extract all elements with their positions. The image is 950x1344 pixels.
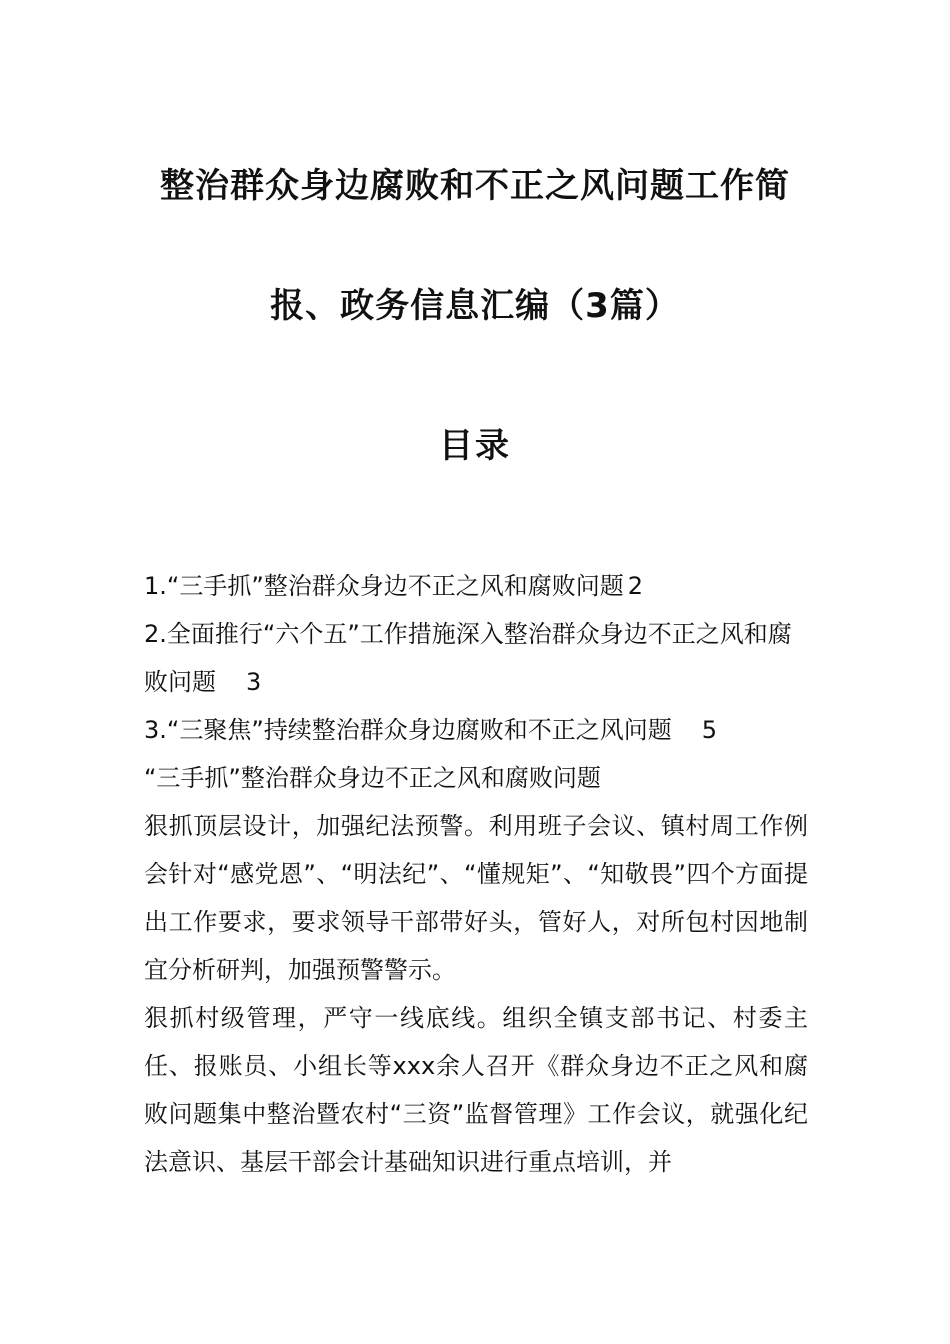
toc-item-text: 3.“三聚焦”持续整治群众身边腐败和不正之风问题 bbox=[144, 716, 672, 744]
document-body bbox=[144, 562, 808, 1186]
section-heading: “三手抓”整治群众身边不正之风和腐败问题 bbox=[144, 764, 601, 792]
toc-item-page: 3 bbox=[246, 668, 262, 696]
document-title-line-1: 整治群众身边腐败和不正之风问题工作简 bbox=[160, 166, 790, 206]
toc-item-text: 1.“三手抓”整治群众身边不正之风和腐败问题 bbox=[144, 572, 624, 600]
toc-item-page: 5 bbox=[701, 716, 718, 744]
toc-item-2[interactable] bbox=[144, 610, 808, 706]
toc-heading: 目录 bbox=[439, 426, 511, 466]
document-title-line-2: 报、政务信息汇编（3篇） bbox=[270, 286, 680, 326]
toc-item-3[interactable] bbox=[144, 706, 808, 754]
toc-item-1[interactable] bbox=[144, 562, 808, 610]
paragraph-1: 狠抓顶层设计，加强纪法预警。利用班子会议、镇村周工作例会针对“感党恩”、“明法纪”、“懂规矩”、“知敬畏”四个方面提出工作要求，要求领导干部带好头，管好人，对所包村因地制宜分析研判，加强预警警示。 bbox=[144, 812, 808, 984]
paragraph-2: 狠抓村级管理，严守一线底线。组织全镇支部书记、村委主任、报账员、小组长等xxx余人召开《群众身边不正之风和腐败问题集中整治暨农村“三资”监督管理》工作会议，就强化纪法意识、基层干部会计基础知识进行重点培训，并 bbox=[144, 1004, 808, 1176]
toc-item-page: 2 bbox=[627, 572, 644, 600]
toc-item-text: 2.全面推行“六个五”工作措施深入整治群众身边不正之风和腐败问题 bbox=[144, 620, 792, 696]
